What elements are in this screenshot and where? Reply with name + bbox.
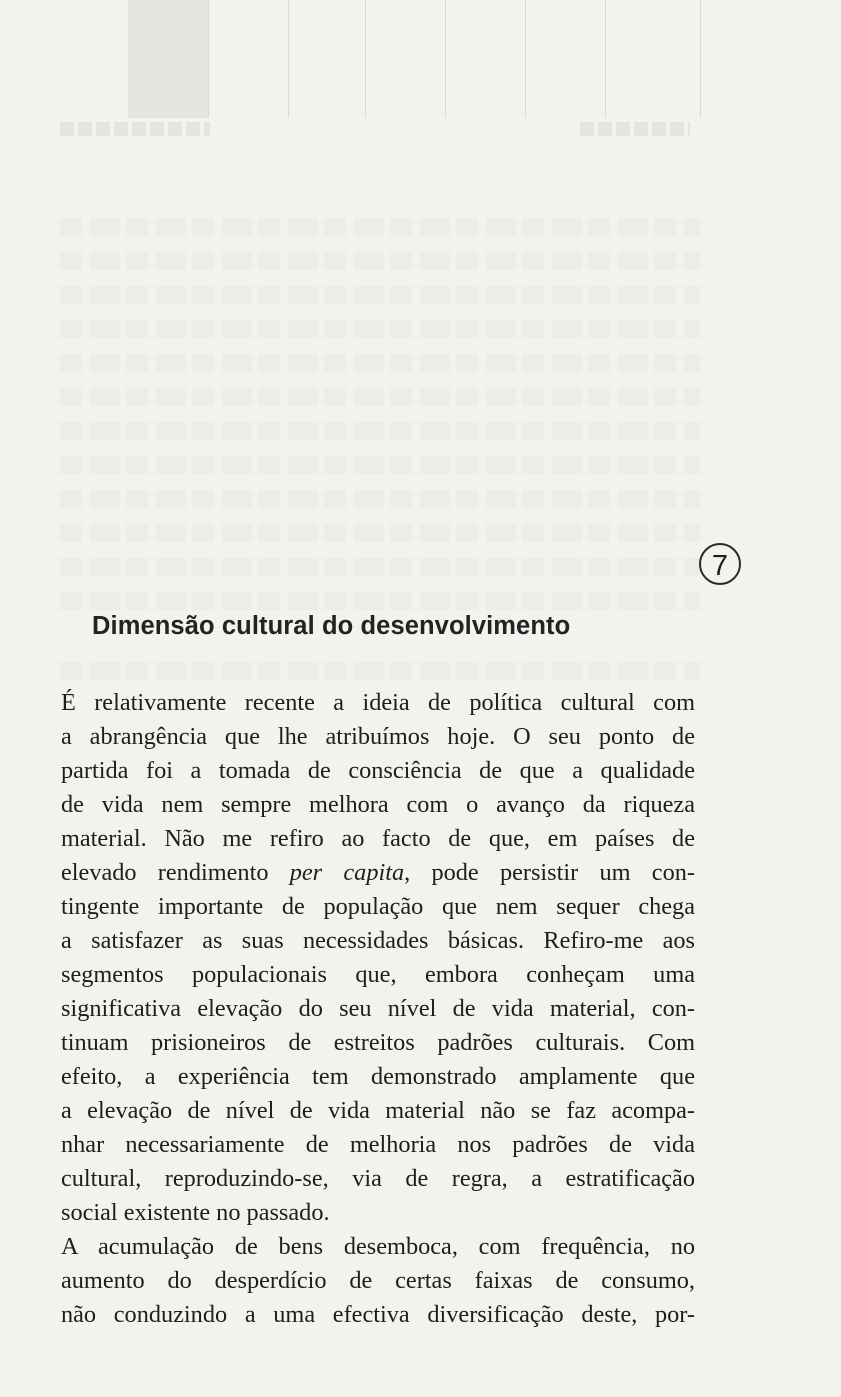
- text-line: a satisfazer as suas necessidades básicas. Refiro-me aos: [61, 927, 695, 954]
- text-line: A acumulação de bens desemboca, com frequência, no: [61, 1233, 695, 1260]
- chapter-number-badge: 7: [699, 543, 741, 585]
- text-line: É relativamente recente a ideia de política cultural com: [61, 689, 695, 716]
- text-line: partida foi a tomada de consciência de que a qualidade: [61, 757, 695, 784]
- text-line: não conduzindo a uma efectiva diversificação deste, por-: [61, 1301, 695, 1328]
- body-paragraphs: [61, 686, 695, 1332]
- text-line: a elevação de nível de vida material não se faz acompa-: [61, 1097, 695, 1124]
- ghost-table: [60, 0, 700, 120]
- italic-phrase: per capita: [289, 859, 405, 886]
- text-line: a abrangência que lhe atribuímos hoje. O seu ponto de: [61, 723, 695, 750]
- text-line: de vida nem sempre melhora com o avanço da riqueza: [61, 791, 695, 818]
- text-line: efeito, a experiência tem demonstrado amplamente que: [61, 1063, 695, 1090]
- text-line: material. Não me refiro ao facto de que, em países de: [61, 825, 695, 852]
- text-line: cultural, reproduzindo-se, via de regra, a estratificação: [61, 1165, 695, 1192]
- text-line-italic: elevado rendimento per capita, pode persistir um con-: [61, 859, 695, 886]
- text-line: nhar necessariamente de melhoria nos padrões de vida: [61, 1131, 695, 1158]
- text-line: tinuam prisioneiros de estreitos padrões culturais. Com: [61, 1029, 695, 1056]
- text-line: tingente importante de população que nem sequer chega: [61, 893, 695, 920]
- text-line: aumento do desperdício de certas faixas de consumo,: [61, 1267, 695, 1294]
- text-line: significativa elevação do seu nível de vida material, con-: [61, 995, 695, 1022]
- section-title: Dimensão cultural do desenvolvimento: [92, 612, 571, 640]
- text-line: segmentos populacionais que, embora conheçam uma: [61, 961, 695, 988]
- text-line-paragraph-end: social existente no passado.: [61, 1199, 330, 1226]
